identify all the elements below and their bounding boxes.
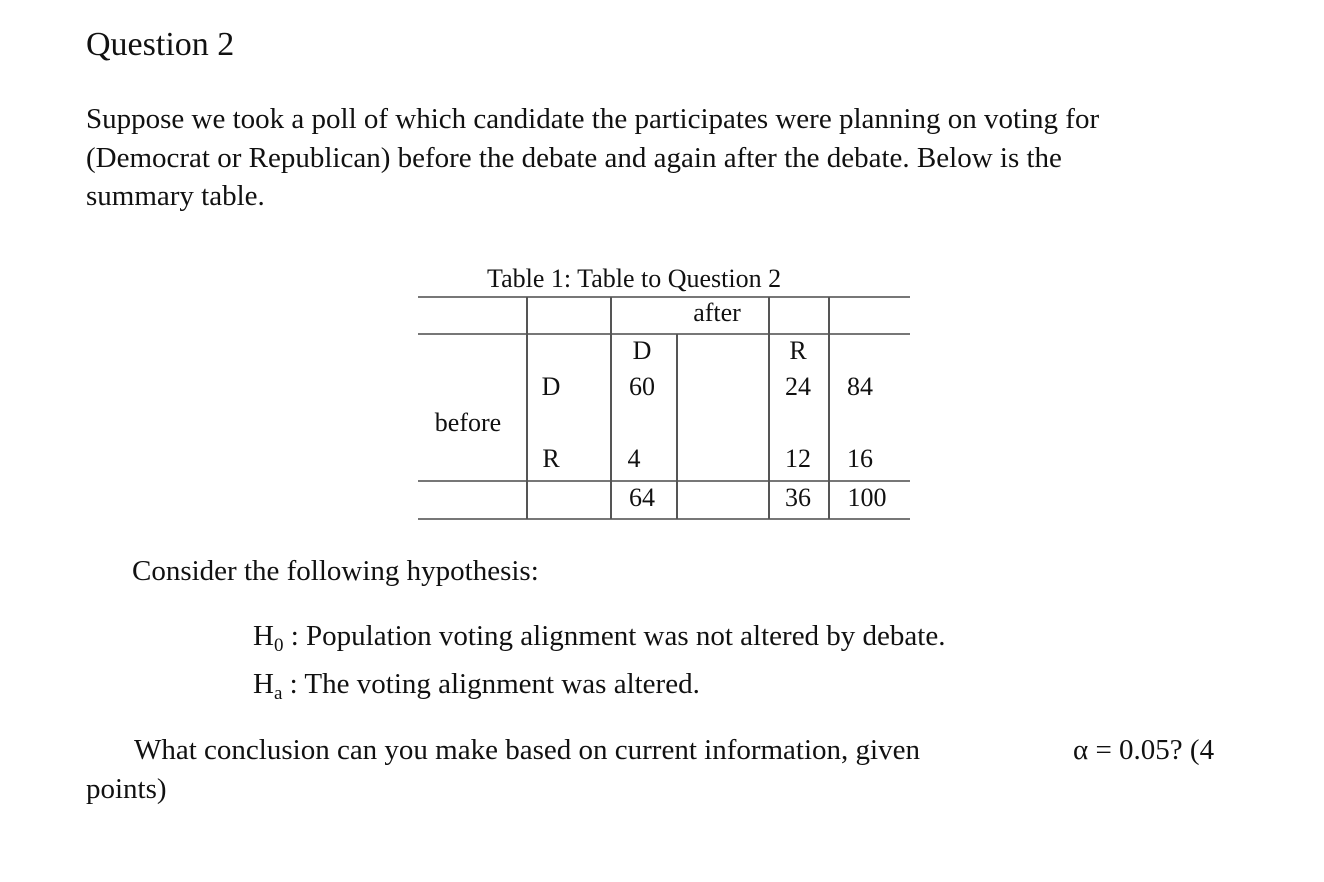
after-label: after xyxy=(693,298,741,327)
cell-dd: 60 xyxy=(629,372,655,401)
ha-symbol: H xyxy=(253,668,274,700)
ha-subscript: a xyxy=(273,683,283,704)
cell-rr: 12 xyxy=(785,444,811,473)
row-label-r: R xyxy=(542,444,560,473)
table-rule-header xyxy=(418,333,910,335)
table-divider-3 xyxy=(676,334,678,519)
col-total-r: 36 xyxy=(785,483,811,512)
question-title: Question 2 xyxy=(86,26,235,63)
alternative-hypothesis xyxy=(253,668,700,704)
cell-dr: 24 xyxy=(785,372,811,401)
question-intro: Suppose we took a poll of which candidate the participates were planning on voting for (Democrat or Republican) before the debate and again after the debate. Below is the summary table. xyxy=(86,103,1100,212)
h0-symbol: H xyxy=(253,620,274,652)
alpha-value: α = 0.05? (4 xyxy=(1073,734,1215,766)
row-total-d: 84 xyxy=(847,372,873,401)
table-divider-1 xyxy=(526,297,528,519)
table-caption: Table 1: Table to Question 2 xyxy=(487,264,782,293)
row-total-r: 16 xyxy=(847,444,873,473)
table-rule-totals xyxy=(418,480,910,482)
conclusion-question: What conclusion can you make based on current information, given xyxy=(134,734,920,766)
row-label-d: D xyxy=(541,372,561,401)
col-header-d: D xyxy=(632,336,652,365)
points-text: points) xyxy=(86,773,167,805)
col-total-d: 64 xyxy=(629,483,655,512)
h0-subscript: 0 xyxy=(273,635,284,656)
table-rule-bottom xyxy=(418,518,910,520)
ha-text: : The voting alignment was altered. xyxy=(289,668,700,700)
consider-text: Consider the following hypothesis: xyxy=(132,555,539,587)
null-hypothesis xyxy=(253,620,946,656)
table-divider-5 xyxy=(828,297,830,519)
before-label: before xyxy=(434,408,502,437)
h0-text: : Population voting alignment was not altered by debate. xyxy=(290,620,946,652)
cell-rd: 4 xyxy=(627,444,641,473)
grand-total: 100 xyxy=(847,483,887,512)
col-header-r: R xyxy=(789,336,807,365)
table-rule-top xyxy=(418,296,910,298)
